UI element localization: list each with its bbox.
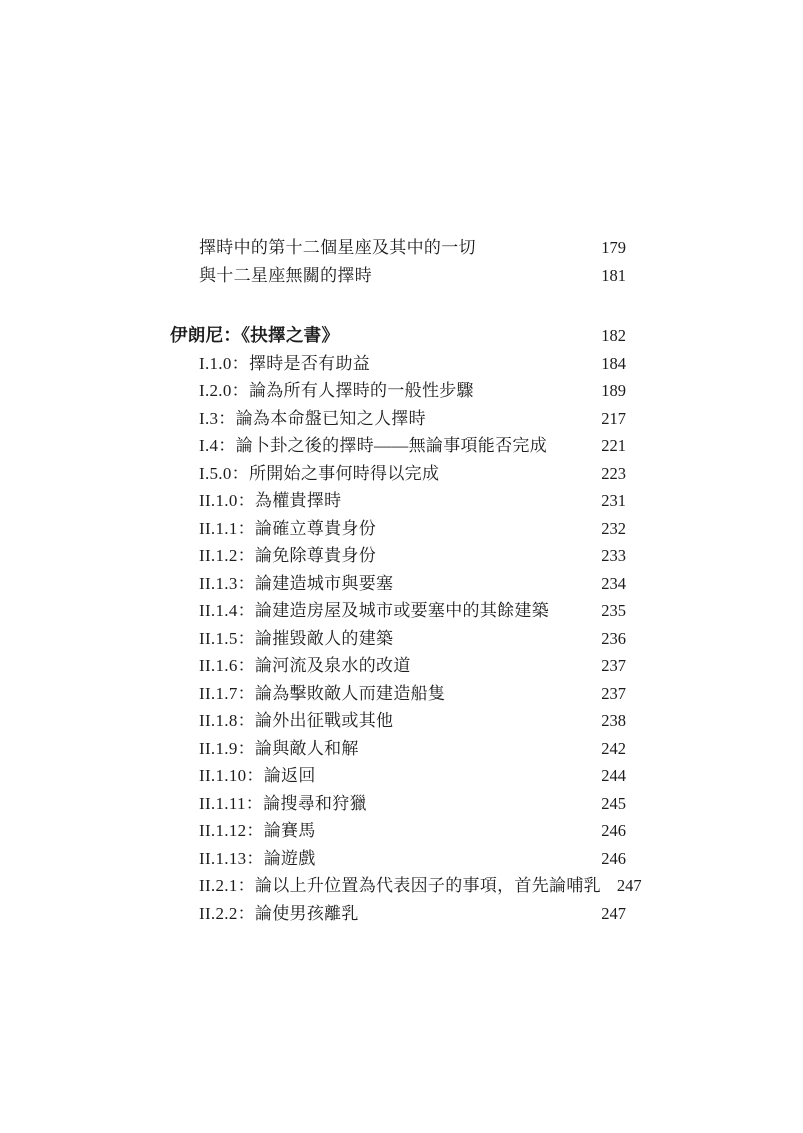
toc-entry-page: 217 bbox=[601, 408, 626, 428]
toc-entry-label: I.1.0：擇時是否有助益 bbox=[199, 353, 371, 373]
toc-entry-page: 234 bbox=[601, 573, 626, 593]
toc-entry-label: II.1.8：論外出征戰或其他 bbox=[199, 711, 394, 730]
toc-entry-label: II.1.4：論建造房屋及城市或要塞中的其餘建築 bbox=[199, 601, 550, 620]
toc-entry-label: II.1.10：論返回 bbox=[199, 766, 316, 785]
toc-entry-page: 247 bbox=[616, 876, 642, 895]
toc-entry-page: 233 bbox=[601, 546, 626, 565]
toc-entry-page: 242 bbox=[601, 738, 626, 758]
toc-row bbox=[170, 570, 626, 598]
toc-row bbox=[170, 652, 626, 680]
toc-entry-label: II.1.5：論摧毀敵人的建築 bbox=[199, 628, 394, 648]
toc-list bbox=[170, 234, 642, 927]
toc-row bbox=[170, 515, 626, 543]
toc-entry-page: 246 bbox=[601, 821, 626, 840]
toc-entry-label: I.3：論為本命盤已知之人擇時 bbox=[199, 408, 426, 428]
toc-row bbox=[170, 377, 626, 405]
toc-entry-page: 237 bbox=[601, 656, 626, 675]
toc-entry-label: II.1.12：論賽馬 bbox=[199, 821, 316, 840]
toc-entry-label: I.4：論卜卦之後的擇時——無論事項能否完成 bbox=[199, 436, 548, 455]
toc-row bbox=[170, 350, 626, 378]
toc-entry-page: 179 bbox=[601, 238, 626, 257]
toc-entry-label: II.1.6：論河流及泉水的改道 bbox=[199, 656, 411, 675]
toc-entry-page: 235 bbox=[601, 601, 626, 620]
toc-row bbox=[170, 405, 626, 433]
toc-entry-page: 246 bbox=[601, 848, 626, 868]
toc-row bbox=[170, 234, 626, 262]
toc-entry-label: II.2.1：論以上升位置為代表因子的事項，首先論哺乳 bbox=[199, 876, 601, 895]
toc-entry-page: 236 bbox=[601, 628, 626, 648]
toc-entry-label: 擇時中的第十二個星座及其中的一切 bbox=[199, 238, 476, 257]
toc-entry-label: II.1.1：論確立尊貴身份 bbox=[199, 518, 377, 538]
toc-entry-page: 238 bbox=[601, 711, 626, 730]
toc-entry-page: 247 bbox=[601, 903, 626, 923]
toc-row bbox=[170, 872, 642, 900]
toc-row bbox=[170, 487, 626, 515]
toc-row bbox=[170, 900, 626, 928]
toc-row bbox=[170, 790, 626, 818]
toc-entry-page: 189 bbox=[601, 381, 626, 400]
toc-row bbox=[170, 460, 626, 488]
toc-entry-page: 223 bbox=[601, 463, 626, 483]
toc-entry-label: II.1.13：論遊戲 bbox=[199, 848, 316, 868]
toc-entry-page: 221 bbox=[601, 436, 626, 455]
toc-row bbox=[170, 680, 626, 708]
toc-entry-page: 231 bbox=[601, 491, 626, 510]
toc-entry-label: II.1.11：論搜尋和狩獵 bbox=[199, 793, 367, 813]
toc-row bbox=[170, 625, 626, 653]
toc-entry-label: II.1.9：論與敵人和解 bbox=[199, 738, 359, 758]
toc-entry-label: II.1.0：為權貴擇時 bbox=[199, 491, 342, 510]
toc-row bbox=[170, 432, 626, 460]
toc-row bbox=[170, 597, 626, 625]
toc-entry-label: II.1.7：論為擊敗敵人而建造船隻 bbox=[199, 683, 446, 703]
toc-entry-page: 184 bbox=[601, 353, 626, 373]
toc-row bbox=[170, 735, 626, 763]
toc-entry-page: 237 bbox=[601, 683, 626, 703]
toc-entry-page: 181 bbox=[601, 265, 626, 285]
toc-entry-page: 182 bbox=[601, 326, 626, 345]
toc-row bbox=[170, 845, 626, 873]
toc-entry-page: 245 bbox=[601, 793, 626, 813]
toc-row bbox=[170, 542, 626, 570]
toc-entry-label: I.2.0：論為所有人擇時的一般性步驟 bbox=[199, 381, 474, 400]
toc-entry-page: 244 bbox=[601, 766, 626, 785]
toc-row bbox=[170, 262, 626, 290]
toc-section-heading bbox=[170, 322, 626, 350]
toc-entry-label: 與十二星座無關的擇時 bbox=[199, 265, 372, 285]
toc-row bbox=[170, 817, 626, 845]
toc-entry-label: II.1.3：論建造城市與要塞 bbox=[199, 573, 394, 593]
toc-entry-label: II.2.2：論使男孩離乳 bbox=[199, 903, 359, 923]
toc-entry-page: 232 bbox=[601, 518, 626, 538]
toc-row bbox=[170, 762, 626, 790]
toc-entry-label: I.5.0：所開始之事何時得以完成 bbox=[199, 463, 440, 483]
toc-entry-label: 伊朗尼：《抉擇之書》 bbox=[170, 325, 340, 345]
toc-entry-label: II.1.2：論免除尊貴身份 bbox=[199, 546, 377, 565]
toc-row bbox=[170, 707, 626, 735]
